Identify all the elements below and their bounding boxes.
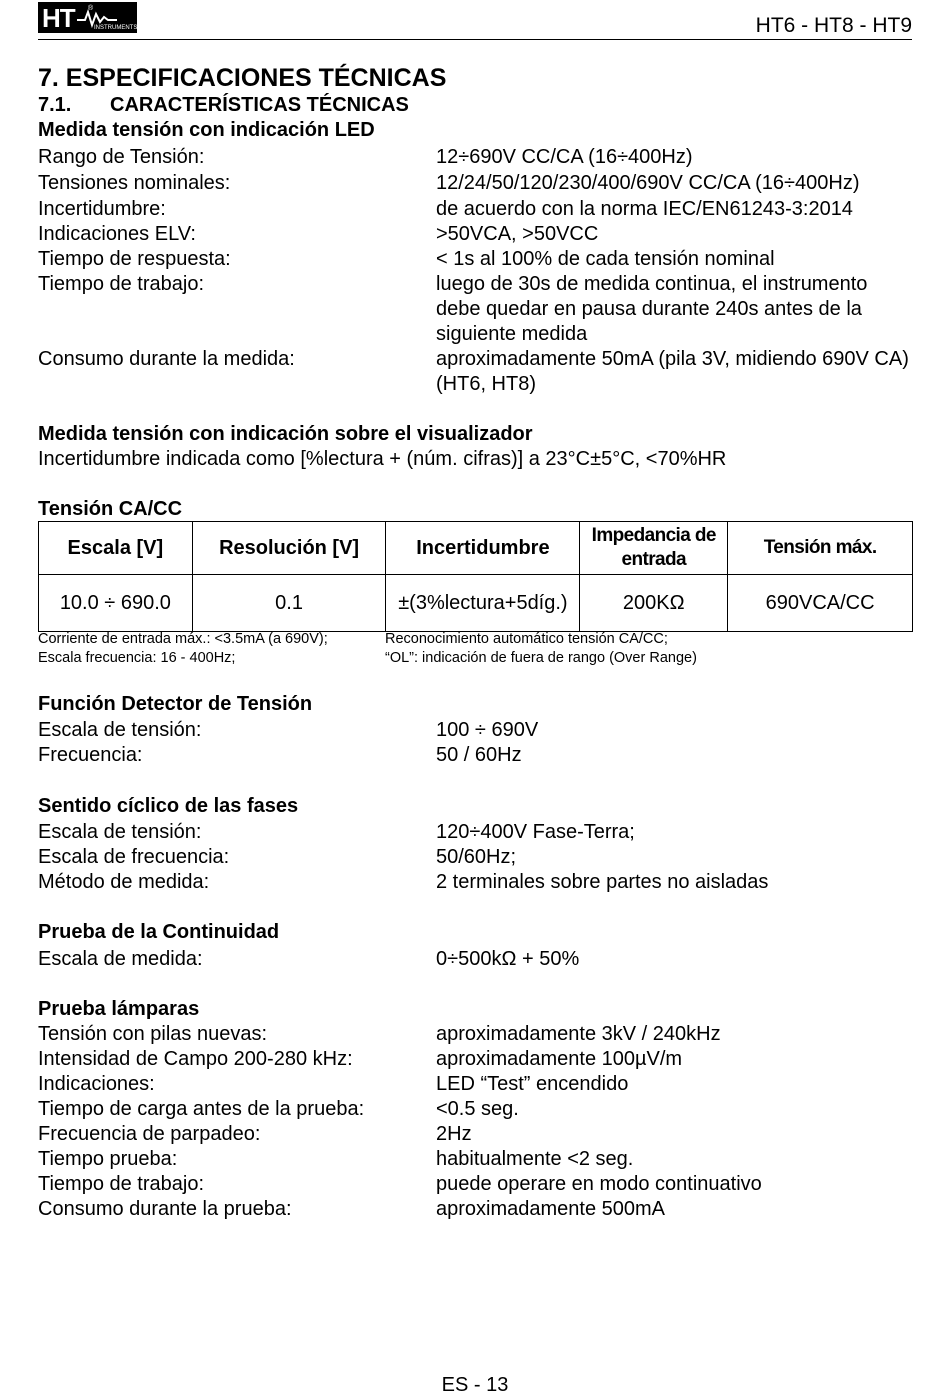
spec-value: 0÷500kΩ + 50%: [436, 948, 580, 970]
spec-value: de acuerdo con la norma IEC/EN61243-3:2014: [436, 198, 853, 220]
led-voltage-title: Medida tensión con indicación LED: [38, 119, 375, 141]
column-header: Escala [V]: [39, 522, 193, 575]
spec-label: Indicaciones ELV:: [38, 223, 196, 245]
notes-left: [38, 630, 383, 668]
spec-label: Tensión con pilas nuevas:: [38, 1023, 268, 1045]
spec-value: aproximadamente 3kV / 240kHz: [436, 1023, 721, 1045]
spec-value: < 1s al 100% de cada tensión nominal: [436, 248, 775, 270]
spec-label: Intensidad de Campo 200-280 kHz:: [38, 1048, 353, 1070]
spec-value: aproximadamente 100µV/m: [436, 1048, 683, 1070]
brand-logo: [38, 2, 137, 33]
column-header: Tensión máx.: [728, 522, 913, 575]
table-row: [39, 575, 913, 632]
spec-value: habitualmente <2 seg.: [436, 1148, 634, 1170]
spec-label: Escala de medida:: [38, 948, 203, 970]
spec-value: LED “Test” encendido: [436, 1073, 629, 1095]
spec-label: Tiempo de carga antes de la prueba:: [38, 1098, 365, 1120]
column-header: Resolución [V]: [192, 522, 386, 575]
spec-value: 100 ÷ 690V: [436, 719, 539, 741]
spec-label: Escala de tensión:: [38, 719, 202, 741]
accuracy-note: Incertidumbre indicada como [%lectura + (núm. cifras)] a 23°C±5°C, <70%HR: [38, 448, 727, 470]
spec-label: Frecuencia de parpadeo:: [38, 1123, 261, 1145]
spec-label: Frecuencia:: [38, 744, 143, 766]
spec-label: Tiempo de respuesta:: [38, 248, 231, 270]
header-divider: [38, 39, 912, 40]
table-cell: ±(3%lectura+5díg.): [386, 575, 580, 632]
spec-value: 12/24/50/120/230/400/690V CC/CA (16÷400Hz): [436, 172, 860, 194]
spec-value: 120÷400V Fase-Terra;: [436, 821, 635, 843]
spec-label: Tensiones nominales:: [38, 172, 231, 194]
table-cell: 200KΩ: [580, 575, 728, 632]
spec-label: Tiempo de trabajo:: [38, 273, 205, 295]
spec-label: Tiempo de trabajo:: [38, 1173, 205, 1195]
table-header-row: [39, 522, 913, 575]
spec-value: 2Hz: [436, 1123, 472, 1145]
spec-label: Escala de frecuencia:: [38, 846, 230, 868]
display-voltage-title: Medida tensión con indicación sobre el visualizador: [38, 423, 533, 445]
spec-label: Consumo durante la medida:: [38, 348, 295, 370]
logo-text: HT: [42, 2, 75, 33]
spec-value: 50/60Hz;: [436, 846, 517, 868]
spec-label: Tiempo prueba:: [38, 1148, 178, 1170]
spec-value: 2 terminales sobre partes no aisladas: [436, 871, 769, 893]
note-line: Reconocimiento automático tensión CA/CC;: [385, 631, 668, 647]
page-number: ES - 13: [441, 1374, 509, 1396]
spec-label: Indicaciones:: [38, 1073, 155, 1095]
column-header: Impedancia de entrada: [580, 522, 728, 575]
spec-value: 50 / 60Hz: [436, 744, 522, 766]
subsection-text: CARACTERÍSTICAS TÉCNICAS: [110, 94, 409, 116]
spec-value: aproximadamente 500mA: [436, 1198, 666, 1220]
spec-value: >50VCA, >50VCC: [436, 223, 599, 245]
table-cell: 690VCA/CC: [728, 575, 913, 632]
note-line: “OL”: indicación de fuera de rango (Over Range): [385, 650, 697, 666]
detector-title: Función Detector de Tensión: [38, 693, 313, 715]
acdc-title: Tensión CA/CC: [38, 498, 183, 520]
spec-label: Método de medida:: [38, 871, 210, 893]
logo-subtext: INSTRUMENTS: [94, 25, 137, 31]
note-line: Corriente de entrada máx.: <3.5mA (a 690V);: [38, 631, 328, 647]
table-cell: 10.0 ÷ 690.0: [39, 575, 193, 632]
model-list: HT6 - HT8 - HT9: [755, 14, 912, 37]
spec-value: puede operare en modo continuativo: [436, 1173, 762, 1195]
registered-mark-icon: ®: [88, 5, 94, 12]
subsection-number: 7.1.: [38, 94, 72, 116]
spec-label: Rango de Tensión:: [38, 146, 205, 168]
column-header: Incertidumbre: [386, 522, 580, 575]
subsection-title: [38, 93, 409, 117]
note-line: Escala frecuencia: 16 - 400Hz;: [38, 650, 236, 666]
spec-value: luego de 30s de medida continua, el instrumento debe quedar en pausa durante 240s antes de la siguiente medida: [436, 273, 868, 345]
acdc-spec-table: [38, 521, 913, 632]
section-title: 7. ESPECIFICACIONES TÉCNICAS: [38, 64, 447, 92]
spec-label: Incertidumbre:: [38, 198, 166, 220]
spec-value: <0.5 seg.: [436, 1098, 519, 1120]
lamps-title: Prueba lámparas: [38, 998, 200, 1020]
table-cell: 0.1: [192, 575, 386, 632]
notes-right: [385, 630, 885, 668]
spec-value: 12÷690V CC/CA (16÷400Hz): [436, 146, 693, 168]
spec-value: aproximadamente 50mA (pila 3V, midiendo 690V CA) (HT6, HT8): [436, 348, 909, 395]
phase-title: Sentido cíclico de las fases: [38, 795, 299, 817]
continuity-title: Prueba de la Continuidad: [38, 921, 280, 943]
spec-label: Escala de tensión:: [38, 821, 202, 843]
spec-label: Consumo durante la prueba:: [38, 1198, 292, 1220]
